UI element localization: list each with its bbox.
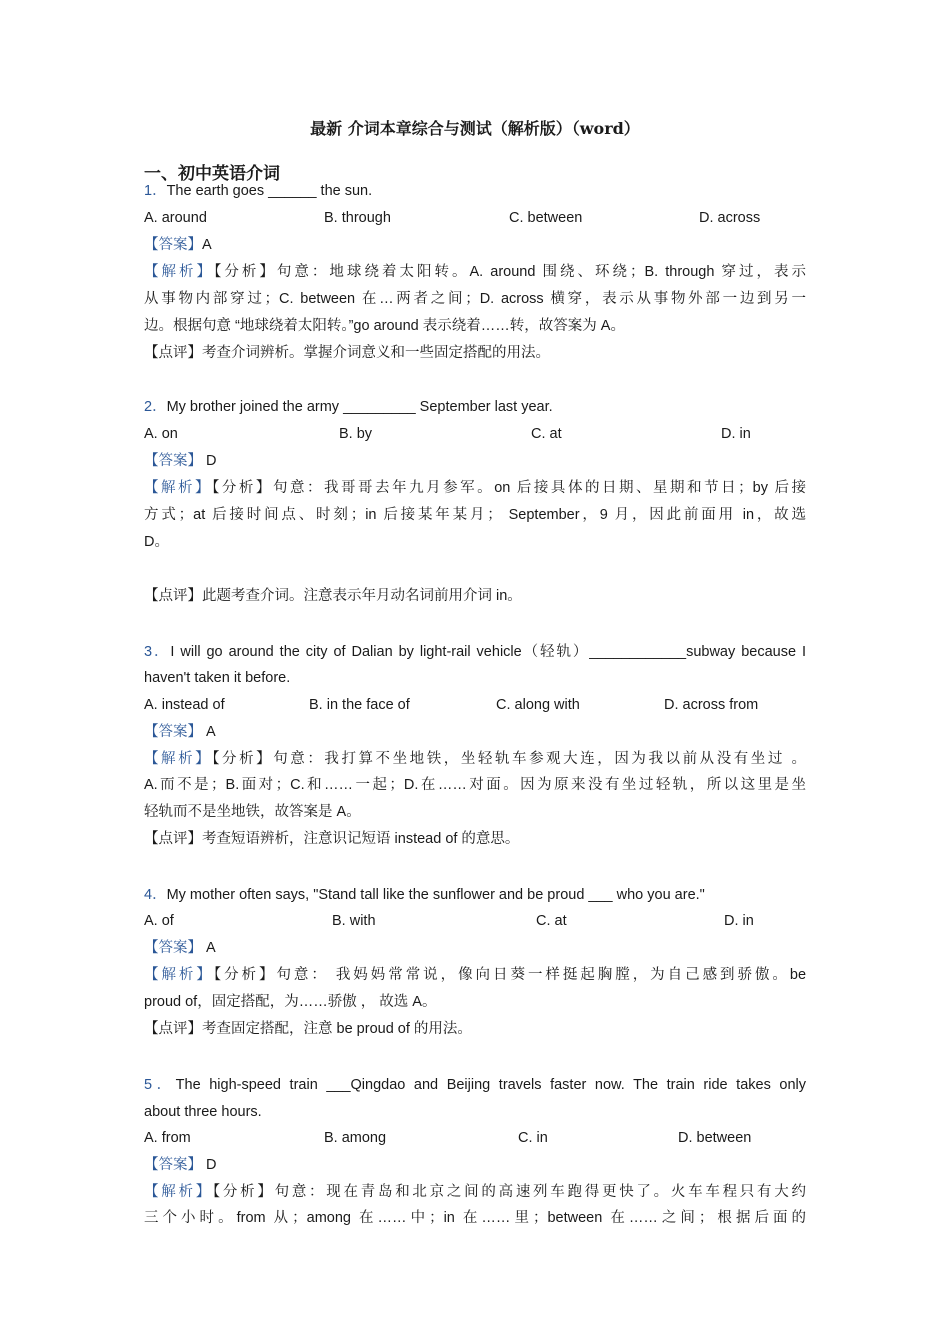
question-2-answer: 【答案】 D xyxy=(144,453,217,469)
question-1-comment: 【点评】考查介词辨析。掌握介词意义和一些固定搭配的用法。 xyxy=(144,345,550,361)
question-5-analysis-line-1: 【解析】【分析】句意：现在青岛和北京之间的高速列车跑得更快了。火车车程只有大约 xyxy=(144,1184,806,1200)
option-a: A. from xyxy=(144,1130,191,1146)
question-2-analysis-line-1: 【解析】【分析】句意：我哥哥去年九月参军。on 后接具体的日期、星期和节日；by 后接 xyxy=(144,480,807,496)
question-1-analysis-line-3: 边。根据句意 “地球绕着太阳转。”go around 表示绕着……转，故答案为 A。 xyxy=(144,318,625,334)
question-1-stem: 1．The earth goes ______ the sun. xyxy=(144,183,373,199)
question-3-answer: 【答案】 A xyxy=(144,724,216,740)
question-2-analysis-line-3: D。 xyxy=(144,534,169,550)
question-1-options xyxy=(144,208,806,228)
option-d: D. between xyxy=(678,1130,752,1146)
question-2-options xyxy=(144,424,806,444)
question-3-stem-line-2: haven't taken it before. xyxy=(144,670,291,686)
option-a: A. of xyxy=(144,913,174,929)
question-2-stem: 2．My brother joined the army _________ September last year. xyxy=(144,399,553,415)
question-5-analysis-line-2: 三个小时。from 从；among 在……中；in 在……里；between 在……之间；根据后面的 xyxy=(144,1210,806,1226)
question-4-answer: 【答案】 A xyxy=(144,940,216,956)
question-4-comment: 【点评】考查固定搭配，注意 be proud of 的用法。 xyxy=(144,1021,472,1037)
question-3-stem: 3．I will go around the city of Dalian by light-rail vehicle（轻轨）____________subway because I xyxy=(144,644,806,660)
option-c: C. between xyxy=(509,210,583,226)
question-5-answer: 【答案】 D xyxy=(144,1157,217,1173)
option-b: B. through xyxy=(324,210,391,226)
question-5-stem: 5．The high-speed train ___Qingdao and Beijing travels faster now. The train ride takes only xyxy=(144,1077,806,1093)
option-a: A. instead of xyxy=(144,697,225,713)
section-heading: 一、初中英语介词 xyxy=(144,164,280,184)
question-1-analysis-line-1: 【解析】【分析】句意：地球绕着太阳转。A. around 围绕、环绕；B. through 穿过，表示 xyxy=(144,264,807,280)
option-a: A. on xyxy=(144,426,178,442)
question-3-comment: 【点评】考查短语辨析，注意识记短语 instead of 的意思。 xyxy=(144,831,520,847)
question-4-options xyxy=(144,911,806,931)
option-c: C. at xyxy=(536,913,567,929)
option-b: B. with xyxy=(332,913,376,929)
option-d: D. across xyxy=(699,210,761,226)
option-b: B. in the face of xyxy=(309,697,410,713)
option-d: D. in xyxy=(721,426,751,442)
option-c: C. along with xyxy=(496,697,580,713)
question-2-comment: 【点评】此题考查介词。注意表示年月动名词前用介词 in。 xyxy=(144,588,522,604)
question-4-analysis-line-1: 【解析】【分析】句意： 我妈妈常常说，像向日葵一样挺起胸膛，为自己感到骄傲。be xyxy=(144,967,807,983)
option-c: C. at xyxy=(531,426,562,442)
question-4-analysis-line-2: proud of，固定搭配，为……骄傲 ， 故选 A。 xyxy=(144,994,437,1010)
question-1-analysis-line-2: 从事物内部穿过；C. between 在…两者之间；D. across 横穿，表示从事物外部一边到另一 xyxy=(144,291,806,307)
question-2-analysis-line-2: 方式；at 后接时间点、时刻；in 后接某年某月； September，9 月，因此前面用 in，故选 xyxy=(144,507,806,523)
option-d: D. in xyxy=(724,913,754,929)
option-b: B. among xyxy=(324,1130,387,1146)
option-a: A. around xyxy=(144,210,207,226)
option-b: B. by xyxy=(339,426,373,442)
option-d: D. across from xyxy=(664,697,759,713)
page-title: 最新 介词本章综合与测试（解析版）（word） xyxy=(310,119,640,138)
option-c: C. in xyxy=(518,1130,548,1146)
question-4-stem: 4．My mother often says, "Stand tall like the sunflower and be proud ___ who you are." xyxy=(144,887,705,903)
question-3-options xyxy=(144,695,806,715)
question-1-answer: 【答案】A xyxy=(144,237,212,253)
question-3-analysis-line-1: 【解析】【分析】句意：我打算不坐地铁，坐轻轨车参观大连，因为我以前从没有坐过 。 xyxy=(144,751,807,767)
question-3-analysis-line-3: 轻轨而不是坐地铁，故答案是 A。 xyxy=(144,804,361,820)
question-5-options xyxy=(144,1128,806,1148)
question-3-analysis-line-2: A.而不是；B.面对；C.和……一起；D.在……对面。因为原来没有坐过轻轨，所以这里是坐 xyxy=(144,777,806,793)
question-5-stem-line-2: about three hours. xyxy=(144,1104,262,1120)
